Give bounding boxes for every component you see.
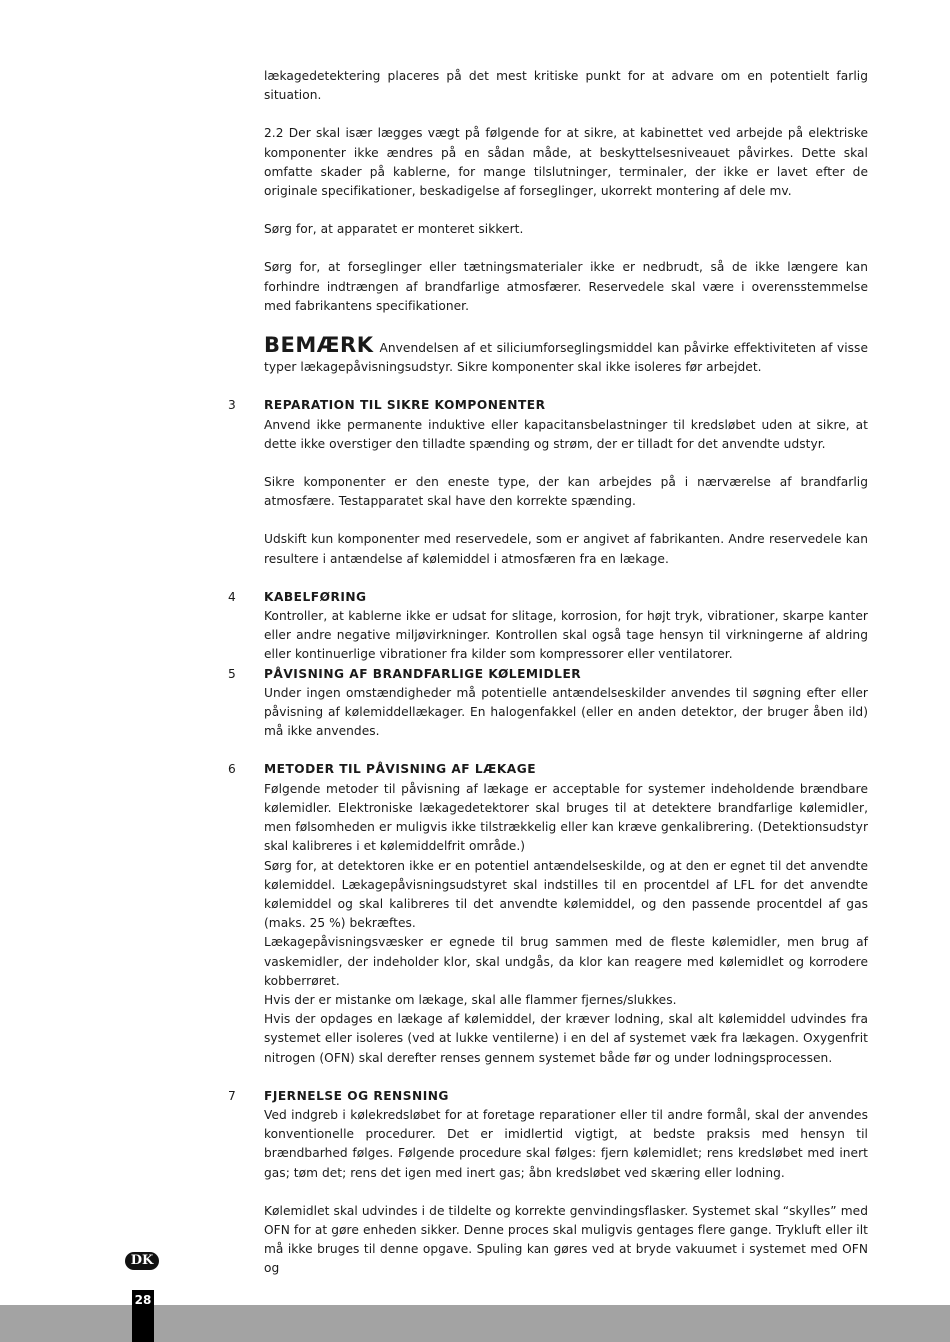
- section-number: 4: [228, 589, 236, 604]
- section-paragraph: Hvis der er mistanke om lækage, skal alle flammer fjernes/slukkes.: [264, 992, 677, 1007]
- section-paragraph: Ved indgreb i kølekredsløbet for at foretage reparationer eller til andre formål, skal der anvendes konventionelle procedurer. Det er imidlertid vigtigt, at bedste praksis med hensyn til brændbarhed følges. Følgende procedure skal følges: fjern kølemidlet; rens kredsløbet med inert gas; tøm det; rens det igen med inert gas; åbn kredsløbet ved skæring eller lodning.: [264, 1107, 868, 1180]
- section-heading: FJERNELSE OG RENSNING: [264, 1088, 449, 1103]
- section-paragraph: Lækagepåvisningsvæsker er egnede til brug sammen med de fleste kølemidler, men brug af vaskemidler, der indeholder klor, skal undgås, da klor kan reagere med kølemidlet og korrodere kobberrøret.: [264, 935, 868, 988]
- section-number: 5: [228, 666, 236, 681]
- intro-paragraph-2: 2.2 Der skal især lægges vægt på følgende for at sikre, at kabinettet ved arbejde på elektriske komponenter ikke ændres på en sådan måde, at beskyttelsesniveauet påvirkes. Dette skal omfatte skader på kablerne, for mange tilslutninger, terminaler, der ikke er lavet efter de originale specifikationer, beskadigelse af forseglinger, ukorrekt montering af dele mv.: [264, 126, 868, 199]
- section-6: [228, 760, 868, 1067]
- section-paragraph: Under ingen omstændigheder må potentielle antændelseskilder anvendes til søgning efter eller påvisning af kølemiddellækager. En halogenfakkel (eller en anden detektor, der bruger åben ild) må ikke anvendes.: [264, 685, 868, 739]
- section-paragraph: Udskift kun komponenter med reservedele, som er angivet af fabrikanten. Andre reservedele kan resultere i antændelse af kølemiddel i atmosfæren fra en lækage.: [264, 532, 868, 566]
- section-paragraph: Kontroller, at kablerne ikke er udsat for slitage, korrosion, for højt tryk, vibrationer, skarpe kanter eller andre negative miljøvirkninger. Kontrollen skal også tage hensyn til virkningerne af aldring eller kontinuerlige vibrationer fra kilder som kompressorer eller ventilatorer.: [264, 609, 868, 662]
- section-paragraph: Følgende metoder til påvisning af lækage er acceptable for systemer indeholdende brændbare kølemidler. Elektroniske lækagedetektorer skal bruges til at detektere brandfarlige kølemidler, men følsomheden er muligvis ikke tilstrækkelig eller kan kræve genkalibrering. (Detektionsudstyr skal kalibreres i et kølemiddelfrit område.): [264, 781, 868, 854]
- note-label: BEMÆRK: [264, 333, 374, 358]
- section-paragraph: Kølemidlet skal udvindes i de tildelte og korrekte genvindingsflasker. Systemet skal “skylles” med OFN for at gøre enheden sikker. Denne proces skal muligvis gentages flere gange. Trykluft eller ilt må ikke bruges til denne opgave. Spuling kan gøres ved at bryde vakuumet i systemet med OFN og: [264, 1203, 868, 1276]
- section-7: [228, 1087, 868, 1279]
- intro-paragraph-1: lækagedetektering placeres på det mest kritiske punkt for at advare om en potentielt farlig situation.: [264, 69, 868, 103]
- page-content: [228, 67, 868, 1279]
- section-paragraph: Sørg for, at detektoren ikke er en potentiel antændelseskilde, og at den er egnet til det anvendte kølemiddel. Lækagepåvisningsudstyret skal indstilles til en procentdel af LFL for det anvendte kølemiddel og skal kalibreres til det anvendte kølemiddel, og den passende procentdel af gas (maks. 25 %) bekræftes.: [264, 858, 868, 931]
- section-5: [228, 665, 868, 742]
- section-paragraph: Sikre komponenter er den eneste type, der kan arbejdes på i nærværelse af brandfarlig atmosfære. Testapparatet skal have den korrekte spænding.: [264, 475, 868, 509]
- section-heading: KABELFØRING: [264, 589, 367, 604]
- section-heading: PÅVISNING AF BRANDFARLIGE KØLEMIDLER: [264, 666, 582, 681]
- section-heading: REPARATION TIL SIKRE KOMPONENTER: [264, 398, 546, 413]
- language-badge: DK: [125, 1252, 159, 1270]
- section-4: [228, 588, 868, 665]
- section-number: 6: [228, 762, 236, 777]
- intro-paragraph-3: Sørg for, at apparatet er monteret sikkert.: [264, 222, 524, 237]
- section-3: [228, 396, 868, 568]
- intro-paragraph-4: Sørg for, at forseglinger eller tætningsmaterialer ikke er nedbrudt, så de ikke længere kan forhindre indtrængen af brandfarlige atmosfærer. Reservedele skal være i overensstemmelse med fabrikantens specifikationer.: [264, 260, 868, 313]
- note-block: [264, 333, 868, 377]
- section-number: 3: [228, 398, 236, 413]
- page-number: 28: [132, 1290, 154, 1342]
- section-paragraph: Hvis der opdages en lækage af kølemiddel, der kræver lodning, skal alt kølemiddel udvindes fra systemet eller isoleres (ved at lukke ventilerne) i en del af systemet væk fra lækagen. Oxygenfrit nitrogen (OFN) skal derefter renses gennem systemet både før og under lodningsprocessen.: [264, 1012, 868, 1065]
- section-heading: METODER TIL PÅVISNING AF LÆKAGE: [264, 762, 537, 777]
- section-number: 7: [228, 1088, 236, 1103]
- section-paragraph: Anvend ikke permanente induktive eller kapacitansbelastninger til kredsløbet uden at sikre, at dette ikke overstiger den tilladte spænding og strøm, der er tilladt for det anvendte udstyr.: [264, 417, 868, 451]
- note-text: Anvendelsen af et siliciumforseglingsmiddel kan påvirke effektiviteten af visse typer lækagepåvisningsudstyr. Sikre komponenter skal ikke isoleres før arbejdet.: [264, 341, 868, 375]
